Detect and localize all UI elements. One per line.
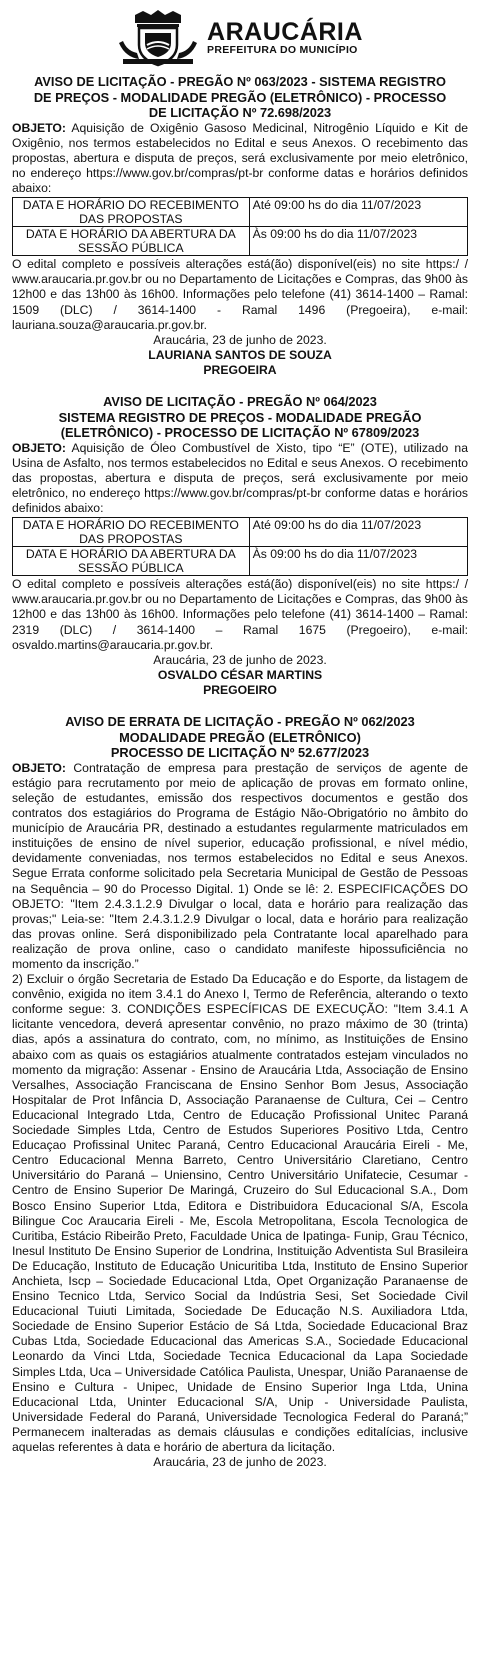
header [12, 6, 468, 70]
notice-title: AVISO DE LICITAÇÃO - PREGÃO Nº 064/2023 SISTEMA REGISTRO DE PREÇOS - MODALIDADE PREGÃO (ELETRÔNICO) - PROCESSO DE LICITAÇÃO Nº 67809/2023 [58, 394, 422, 441]
objeto-paragraph: OBJETO: Aquisição de Oxigênio Gasoso Medicinal, Nitrogênio Líquido e Kit de Oxigênio, nos termos estabelecidos no Edital e seus Anexos. O recebimento das propostas, abertura e disputa de preços, será exclusivamente por meio eletrônico, no endereço https://www.gov.br/compras/pt-br conforme datas e horários definidos abaixo: [12, 120, 468, 196]
table-row: DATA E HORÁRIO DO RECEBIMENTO DAS PROPOSTAS Até 09:00 hs do dia 11/07/2023 [13, 518, 468, 547]
notice-errata-062 [12, 714, 468, 1470]
notice-title: AVISO DE LICITAÇÃO - PREGÃO Nº 063/2023 - SISTEMA REGISTRO DE PREÇOS - MODALIDADE PREGÃO (ELETRÔNICO) - PROCESSO DE LICITAÇÃO Nº 72.698/2023 [33, 74, 447, 121]
signer-role: PREGOEIRO [203, 682, 277, 697]
objeto-paragraph: OBJETO: Aquisição de Óleo Combustível de Xisto, tipo “E” (OTE), utilizado na Usina de Asfalto, nos termos estabelecidos no Edital e seus Anexos. O recebimento das propostas, abertura e disputa de preços, será exclusivamente por meio eletrônico, no endereço https://www.gov.br/compras/pt-br conforme datas e horários definidos abaixo: [12, 440, 468, 516]
notice-title: AVISO DE ERRATA DE LICITAÇÃO - PREGÃO Nº 062/2023 MODALIDADE PREGÃO (ELETRÔNICO) PROCESSO DE LICITAÇÃO Nº 52.677/2023 [65, 714, 415, 761]
notice-pregao-064 [12, 394, 468, 698]
brand-name: ARAUCÁRIA [207, 18, 363, 46]
objeto-paragraph: OBJETO: Contratação de empresa para prestação de serviços de agente de estágio para recrutamento por meio de aplicação de provas em formato online, seleção de estudantes, emissão dos respectivos documentos e gestão dos contratos dos estagiários do Programa de Estágio Não-Obrigatório no âmbito do município de Araucária PR, destinado a estudantes regularmente matriculados em instituições de ensino de nível superior, educação profissional, e nível médio, devidamente conveniadas, nos termos estabelecidos no Edital e seus Anexos. Segue Errata conforme solicitado pela Secretaria Municipal de Gestão de Pessoas na Sequência – 90 do Processo Digital. 1) Onde se lê: 2. ESPECIFICAÇÕES DO OBJETO: "Item 2.4.3.1.2.9 Divulgar o local, data e horário para realização das provas;" Leia-se: "Item 2.4.3.1.2.9 Divulgar o local, data e horário para realização das provas online. Será disponibilizado pela Contratante local aparelhado para realização de prova online, caso o candidato manifeste hipossuficiência no momento da inscrição.” [12, 760, 468, 971]
brand [207, 20, 363, 56]
edital-paragraph: O edital completo e possíveis alterações está(ão) disponível(eis) no site https:/ / www.araucaria.pr.gov.br ou no Departamento de Licitações e Compras, das 9h00 às 12h00 e das 13h00 às 16h00. Informações pelo telefone (41) 3614-1400 – Ramal: 1509 (DLC) / 3614-1400 - Ramal 1496 (Pregoeira), e-mail: lauriana.souza@araucaria.pr.gov.br. [12, 257, 468, 332]
signer-name: LAURIANA SANTOS DE SOUZA [148, 347, 332, 362]
municipal-crest-icon [117, 9, 199, 67]
notice-date: Araucária, 23 de junho de 2023. [153, 1455, 327, 1470]
dates-table [12, 517, 468, 576]
notice-date: Araucária, 23 de junho de 2023. [153, 652, 327, 667]
table-row: DATA E HORÁRIO DA ABERTURA DA SESSÃO PÚBLICA Às 09:00 hs do dia 11/07/2023 [13, 227, 468, 256]
notice-date: Araucária, 23 de junho de 2023. [153, 332, 327, 347]
table-row: DATA E HORÁRIO DA ABERTURA DA SESSÃO PÚBLICA Às 09:00 hs do dia 11/07/2023 [13, 547, 468, 576]
brand-subtitle: PREFEITURA DO MUNICÍPIO [207, 44, 358, 56]
signer-role: PREGOEIRA [203, 362, 277, 377]
notice-pregao-063 [12, 74, 468, 378]
edital-paragraph: O edital completo e possíveis alterações está(ão) disponível(eis) no site https:/ / www.araucaria.pr.gov.br ou no Departamento de Licitações e Compras, das 9h00 às 12h00 e das 13h00 às 16h00. Informações pelo telefone (41) 3614-1400 – Ramal: 2319 (DLC) / 3614-1400 – Ramal 1675 (Pregoeiro), e-mail: osvaldo.martins@araucaria.pr.gov.br. [12, 577, 468, 652]
dates-table [12, 197, 468, 256]
signer-name: OSVALDO CÉSAR MARTINS [157, 667, 323, 682]
table-row: DATA E HORÁRIO DO RECEBIMENTO DAS PROPOSTAS Até 09:00 hs do dia 11/07/2023 [13, 198, 468, 227]
errata-item-2: 2) Excluir o órgão Secretaria de Estado Da Educação e do Esporte, da listagem de convênio, exigida no item 3.4.1 do Anexo I, Termo de Referência, alterando o texto conforme segue: 3. CONDIÇÕES ESPECÍFICAS DE EXECUÇÃO: "Item 3.4.1 A licitante vencedora, deverá apresentar convênio, no prazo máximo de 30 (trinta) dias, após a assinatura do contrato, com, no mínimo, as Instituições de Ensino abaixo com as quais os estagiários atualmente contratados estejam vinculados no momento da migração: Assenar - Ensino de Araucária Ltda, Associação de Ensino Versalhes, Associação Franciscana de Ensino Senhor Bom Jesus, Associação Hospitalar de Prot Infância D, Associação Paranaense de Cultura, Cei – Centro Educacional Integrado Ltda, Centro de Educação Profissional Unitec Paraná Sociedade Simples Ltda, Centro de Estudos Superiores Positivo Ltda, Centro Educaçao Profissinal Unitec Paraná, Centro Educacional Araucária Eireli - Me, Centro Educacional Menna Barreto, Centro Universitário Claretiano, Centro Universitário do Paraná – Uniensino, Centro Universitário Unifatecie, Cesumar - Centro de Ensino Superior De Maringá, Cruzeiro do Sul Educacional S.A., Dom Bosco Ensino Superior Ltda, Editora e Distribuidora Educacional S/A, Escola Bilingue Coc Araucaria Eireli - Me, Escola Metropolitana, Escola Tecnologica de Curitiba, Estácio Ribeirão Preto, Faculdade Unica de Ipatinga- Funip, Grau Técnico, Inesul Instituto De Ensino Superior de Londrina, Instituição Adventista Sul Brasileira De Educação, Instituto de Educação Unicuritiba Ltda, Instituto de Ensino Superior Anchieta, Iscp – Sociedade Educacional Ltda, Opet Organização Paranaense de Ensino Tecnico Ltda, Servico Social da Indústria Sesi, Set Sociedade Civil Educacional Tuiuti Limitada, Sociedade De Educação N.S. Auxiliadora Ltda, Sociedade de Ensino Superior Estácio de Sá Ltda, Sociedade Educacional Braz Cubas Ltda, Sociedade Educacional das Americas S.A., Sociedade Educacional Leonardo da Vinci Ltda, Sociedade Tecnica Educacional da Lapa Sociedade Simples Ltda, Uca – Universidade Católica Paulista, Unespar, União Paranaense de Ensino e Cultura - Unipec, Unidade de Ensino Superior Inga Ltda, Unina Educacional Ltda, Uninter Educacional S/A, Unip - Universidade Paulista, Universidade Federal do Paraná, Universidade Tecnologica Federal do Paraná;” Permanecem inalteradas as demais cláusulas e condições editalícias, inclusive aquelas referentes à data e horário de abertura da licitação. [12, 972, 468, 1454]
